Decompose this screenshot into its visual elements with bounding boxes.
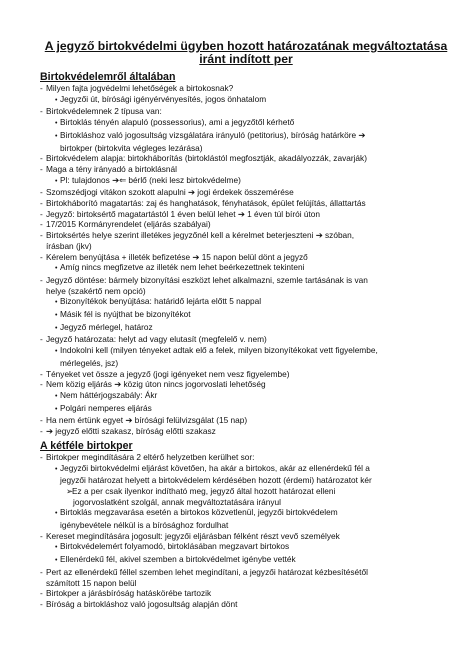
list-marker: - bbox=[40, 274, 43, 285]
document-title bbox=[40, 40, 452, 66]
list-item bbox=[40, 334, 452, 345]
list-item bbox=[40, 275, 452, 286]
list-marker: - bbox=[40, 368, 43, 379]
list-item bbox=[40, 198, 452, 209]
list-item bbox=[40, 403, 452, 416]
list-item-text: Bizonyítékok benyújtása: határidő lejárta előtt 5 nappal bbox=[60, 296, 262, 307]
list-item-text: Jegyző mérlegel, határoz bbox=[60, 321, 153, 332]
list-item-text: Kereset megindítására jogosult: jegyzői eljárásban félként részt vevő személyek bbox=[46, 530, 340, 541]
list-item bbox=[40, 520, 452, 531]
list-item-text: Maga a tény irányadó a birtoklásnál bbox=[46, 163, 177, 174]
list-item-text: Milyen fajta jogvédelmi lehetőségek a birtokosnak? bbox=[46, 83, 234, 93]
list-item bbox=[40, 130, 452, 143]
list-marker: - bbox=[40, 163, 43, 174]
list-item-text: birtokper (birtokvita végleges lezárása) bbox=[60, 142, 203, 153]
list-item-text: Indokolni kell (milyen tényeket adtak elő a felek, milyen bizonyítékokat vett figyelembe, bbox=[60, 345, 378, 356]
bullet-icon: • bbox=[55, 312, 58, 320]
list-item bbox=[40, 94, 452, 107]
title-line-1: A jegyző birtokvédelmi ügyben hozott határozatának megváltoztatása bbox=[44, 39, 448, 53]
bullet-icon: • bbox=[55, 544, 58, 552]
list-item-text: Bíróság a birtokláshoz való jogosultság alapján dönt bbox=[46, 598, 238, 609]
list-item bbox=[40, 415, 452, 426]
list-item bbox=[40, 578, 452, 589]
list-item-text: Másik fél is nyújthat be bizonyítékot bbox=[60, 309, 191, 320]
list-item-text: Birtoklás megzavarása esetén a birtokos közvetlenül, jegyzői birtokvédelem bbox=[60, 507, 338, 518]
list-marker: - bbox=[40, 334, 43, 345]
list-item-text: Pert az ellenérdekű féllel szemben lehet megindítani, a jegyzői határozat kézbesítésétől bbox=[46, 566, 368, 577]
list-item bbox=[40, 209, 452, 220]
list-item bbox=[40, 390, 452, 403]
list-item bbox=[40, 541, 452, 554]
bullet-icon: • bbox=[55, 265, 58, 273]
list-item bbox=[40, 463, 452, 476]
list-item-text: igénybevétele nélkül is a bírósághoz fordulhat bbox=[60, 520, 229, 531]
list-marker: - bbox=[40, 426, 43, 437]
list-item-text: Jegyzői út, bírósági igényérvényesítés, jogos önhatalom bbox=[60, 93, 267, 104]
list-item bbox=[40, 322, 452, 335]
bullet-icon: • bbox=[55, 132, 58, 140]
section-1-list bbox=[40, 83, 452, 437]
list-item bbox=[40, 153, 452, 164]
list-marker: - bbox=[40, 219, 43, 230]
list-item-text: Birtokháborító magatartás: zaj és hanghatások, fényhatások, épület felújítás, állattartás bbox=[46, 198, 366, 209]
list-item bbox=[40, 241, 452, 252]
list-item-text: Jegyzői birtokvédelmi eljárást követően, ha akár a birtokos, akár az ellenérdekű fél a bbox=[60, 462, 370, 473]
list-item bbox=[40, 486, 452, 497]
list-item-text: Szomszédjogi vitákon szokott alapulni ➔ jogi érdekek összemérése bbox=[46, 187, 294, 198]
list-item-text: írásban (jkv) bbox=[46, 240, 92, 251]
list-item-text: helye (szakértő nem opció) bbox=[46, 285, 146, 296]
list-item-text: Birtoksértés helye szerint illetékes jegyzőnél kell a kérelmet beterjeszteni ➔ szóban, bbox=[46, 230, 355, 241]
list-marker: - bbox=[40, 598, 43, 609]
list-item bbox=[40, 219, 452, 230]
list-marker: ➢ bbox=[66, 485, 73, 496]
list-item bbox=[40, 475, 452, 486]
list-marker: - bbox=[40, 451, 43, 462]
bullet-icon: • bbox=[55, 405, 58, 413]
list-item bbox=[40, 345, 452, 358]
list-item-text: Birtokper megindítására 2 eltérő helyzetben kerülhet sor: bbox=[46, 451, 255, 462]
list-marker: - bbox=[40, 588, 43, 599]
list-marker: - bbox=[40, 106, 43, 117]
list-item-text: Jegyző határozata: helyt ad vagy elutasít (megfelelő v. nem) bbox=[46, 334, 267, 345]
list-item bbox=[40, 588, 452, 599]
list-item-text: Nem közig eljárás ➔ közig úton nincs jogorvoslati lehetőség bbox=[46, 379, 266, 390]
list-item bbox=[40, 262, 452, 275]
list-item-text: Nem háttérjogszabály: Ákr bbox=[60, 389, 158, 400]
list-item-text: Jegyző: birtoksértő magatartástól 1 éven belül lehet ➔ 1 éven túl bírói úton bbox=[46, 208, 320, 219]
list-marker: - bbox=[40, 379, 43, 390]
list-item-text: Ellenérdekű fél, akivel szemben a birtokvédelmet igénybe vették bbox=[60, 554, 296, 565]
list-marker: - bbox=[40, 208, 43, 219]
list-item bbox=[40, 497, 452, 508]
list-marker: - bbox=[40, 566, 43, 577]
list-item-text: Birtokvédelemért folyamodó, birtoklásában megzavart birtokos bbox=[60, 541, 290, 552]
list-item bbox=[40, 309, 452, 322]
list-item-text: mérlegelés, jsz) bbox=[60, 357, 119, 368]
list-item bbox=[40, 567, 452, 578]
section-heading-birtokper: A kétféle birtokper bbox=[40, 439, 133, 452]
list-item bbox=[40, 452, 452, 463]
list-item bbox=[40, 187, 452, 198]
bullet-icon: • bbox=[55, 465, 58, 473]
list-item-text: jogorvoslatként szolgál, annak megváltoztatására irányul bbox=[73, 496, 281, 507]
list-item bbox=[40, 83, 452, 94]
section-heading-birtokvedelem: Birtokvédelemről általában bbox=[40, 71, 176, 83]
list-item bbox=[40, 379, 452, 390]
list-marker: - bbox=[40, 83, 43, 93]
list-item-text: 17/2015 Kormányrendelet (eljárás szabályai) bbox=[46, 219, 211, 230]
list-marker: - bbox=[40, 530, 43, 541]
list-item-text: Amíg nincs megfizetve az illeték nem lehet beérkezettnek tekinteni bbox=[60, 262, 305, 273]
list-item bbox=[40, 296, 452, 309]
list-item bbox=[40, 554, 452, 567]
list-item bbox=[40, 230, 452, 241]
bullet-icon: • bbox=[55, 177, 58, 185]
list-item-text: Jegyző döntése: bármely bizonyítási eszközt lehet alkalmazni, szemle tartásának is van bbox=[46, 274, 368, 285]
list-marker: - bbox=[40, 415, 43, 426]
list-item bbox=[40, 369, 452, 380]
list-item-text: Birtoklás tényén alapuló (possessorius), ami a jegyzőtől kérhető bbox=[60, 117, 295, 128]
list-item bbox=[40, 358, 452, 369]
list-item-text: Polgári nemperes eljárás bbox=[60, 402, 152, 413]
title-line-2: iránt indított per bbox=[199, 52, 293, 66]
bullet-icon: • bbox=[55, 324, 58, 332]
list-marker: - bbox=[40, 230, 43, 241]
list-item bbox=[40, 252, 452, 263]
list-marker: - bbox=[40, 251, 43, 262]
list-item bbox=[40, 164, 452, 175]
bullet-icon: • bbox=[55, 510, 58, 518]
list-item bbox=[40, 286, 452, 297]
list-item-text: jegyzői határozat helyett a birtokvédelem kérdésében hozott (érdemi) határozatot kér bbox=[60, 475, 372, 486]
bullet-icon: • bbox=[55, 348, 58, 356]
list-item bbox=[40, 599, 452, 610]
list-item-text: Birtokvédelem alapja: birtokháborítás (birtoklástól megfosztják, akadályozzák, zavarják) bbox=[46, 153, 367, 164]
list-item bbox=[40, 426, 452, 437]
list-item-text: Kérelem benyújtása + illeték befizetése ➔ 15 napon belül dönt a jegyző bbox=[46, 251, 308, 262]
list-item-text: Tényeket vet össze a jegyző (jogi igényeket nem vesz figyelembe) bbox=[46, 368, 290, 379]
bullet-icon: • bbox=[55, 392, 58, 400]
list-item bbox=[40, 507, 452, 520]
list-item-text: Ez a per csak ilyenkor indítható meg, jegyző által hozott határozat elleni bbox=[72, 485, 336, 496]
list-item bbox=[40, 175, 452, 188]
bullet-icon: • bbox=[55, 96, 58, 104]
list-item-text: Ha nem értünk egyet ➔ bírósági felülvizsgálat (15 nap) bbox=[46, 415, 248, 426]
list-item-text: Pl: tulajdonos ➔⇐ bérlő (neki lesz birtokvédelme) bbox=[60, 174, 241, 185]
list-item-text: Birtokvédelemnek 2 típusa van: bbox=[46, 106, 162, 117]
list-marker: - bbox=[40, 153, 43, 164]
section-2-list bbox=[40, 452, 452, 610]
list-item-text: Birtokper a járásbíróság hatáskörébe tartozik bbox=[46, 588, 212, 599]
list-item bbox=[40, 531, 452, 542]
list-marker: - bbox=[40, 187, 43, 198]
list-item-text: számított 15 napon belül bbox=[46, 577, 137, 588]
list-item bbox=[40, 117, 452, 130]
bullet-icon: • bbox=[55, 299, 58, 307]
bullet-icon: • bbox=[55, 557, 58, 565]
list-item bbox=[40, 106, 452, 117]
list-item-text: Birtokláshoz való jogosultság vizsgálatára irányuló (petitorius), bíróság határköre ➔ bbox=[60, 129, 366, 140]
bullet-icon: • bbox=[55, 120, 58, 128]
list-item bbox=[40, 143, 452, 154]
list-item-text: ➔ jegyző előtti szakasz, bíróság előtti szakasz bbox=[46, 426, 216, 437]
list-marker: - bbox=[40, 198, 43, 209]
